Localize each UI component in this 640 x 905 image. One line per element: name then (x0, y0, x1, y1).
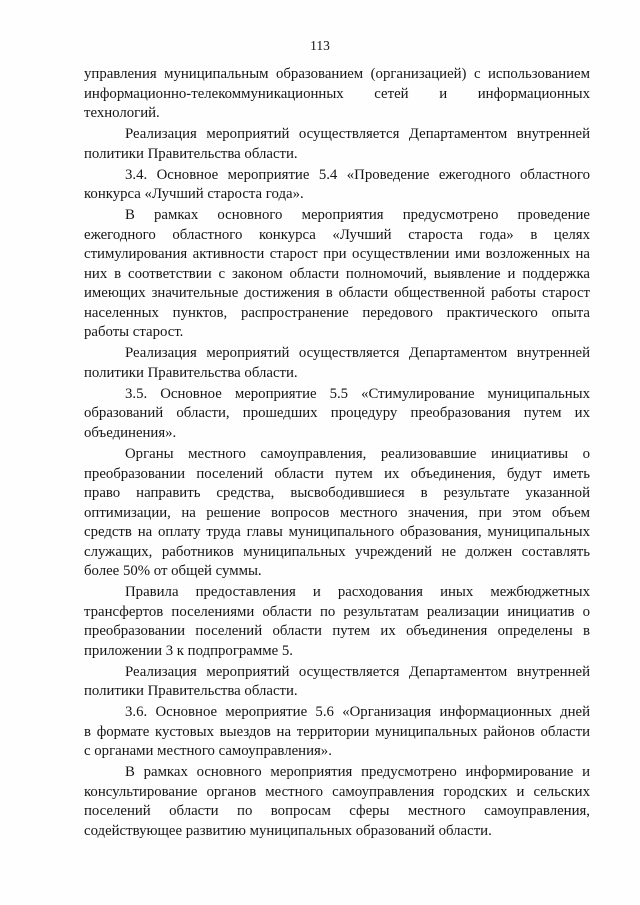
text-line: В рамках основного мероприятия предусмотрено информирование и (125, 764, 590, 781)
paragraph-implementation (84, 344, 590, 383)
text-line: информационно-телекоммуникационных сетей и информационных (84, 85, 590, 102)
text-line: конкурса «Лучший староста года». (84, 186, 304, 203)
text-line: В рамках основного мероприятия предусмотрено проведение (125, 207, 590, 224)
text-line: технологий. (84, 105, 160, 121)
text-line: Правила предоставления и расходования иных межбюджетных (125, 584, 590, 601)
text-line: трансфертов поселениями области по результатам реализации инициатив о (84, 603, 590, 620)
paragraph (84, 763, 590, 841)
text-line: Органы местного самоуправления, реализовавшие инициативы о (125, 446, 590, 463)
text-line: с органами местного самоуправления». (84, 743, 332, 760)
text-line: объединения». (84, 424, 177, 441)
text-line: управления муниципальным образованием (организацией) с использованием (84, 66, 590, 82)
text-line: Реализация мероприятий осуществляется Департаментом внутренней (125, 126, 590, 143)
text-line: 3.6. Основное мероприятие 5.6 «Организация информационных дней (125, 704, 590, 721)
text-line: право направить средства, высвободившиеся в результате указанной (84, 485, 590, 502)
text-line: образований области, прошедших процедуру преобразования путем их (84, 405, 590, 422)
body-text (84, 65, 590, 841)
paragraph (84, 583, 590, 661)
text-line: преобразовании поселений области путем их объединения определены в (84, 623, 590, 640)
paragraph (84, 445, 590, 582)
text-line: работы старост. (84, 324, 184, 341)
section-heading-3-6 (84, 703, 590, 762)
text-line: политики Правительства области. (84, 145, 298, 162)
section-heading-3-5 (84, 385, 590, 444)
paragraph-implementation (84, 663, 590, 702)
text-line: имеющих значительные достижения в области общественной работы старост (84, 285, 590, 302)
section-heading-3-4 (84, 166, 590, 205)
text-line: оптимизации, на решение вопросов местного значения, при этом объем (84, 504, 590, 521)
text-line: политики Правительства области. (84, 364, 298, 381)
text-line: приложении 3 к подпрограмме 5. (84, 642, 293, 659)
text-line: в формате кустовых выездов на территории муниципальных районов области (84, 723, 590, 740)
text-line: стимулирования активности старост при осуществлении ими возложенных на (84, 246, 590, 263)
text-line: Реализация мероприятий осуществляется Департаментом внутренней (125, 345, 590, 362)
text-line: содействующее развитию муниципальных образований области. (84, 822, 492, 839)
text-line: средств на оплату труда главы муниципального образования, муниципальных (84, 524, 590, 541)
text-line: политики Правительства области. (84, 683, 298, 700)
paragraph-implementation (84, 125, 590, 164)
text-line: населенных пунктов, распространение передового практического опыта (84, 304, 590, 321)
page-number: 113 (310, 38, 330, 53)
text-line: служащих, работников муниципальных учреждений не должен составлять (84, 543, 590, 560)
text-line: 3.5. Основное мероприятие 5.5 «Стимулирование муниципальных (125, 385, 590, 402)
text-line: ежегодного областного конкурса «Лучший староста года» в целях (84, 226, 590, 243)
paragraph (84, 206, 590, 343)
text-line: преобразовании поселений области путем их объединения, будут иметь (84, 465, 590, 482)
text-line: 3.4. Основное мероприятие 5.4 «Проведение ежегодного областного (125, 166, 590, 183)
text-line: Реализация мероприятий осуществляется Департаментом внутренней (125, 663, 590, 680)
paragraph-continuation (84, 65, 590, 124)
text-line: более 50% от общей суммы. (84, 563, 262, 580)
text-line: поселений области по вопросам сферы местного самоуправления, (84, 803, 590, 820)
text-line: них в соответствии с законом области полномочий, выявление и поддержка (84, 265, 590, 282)
text-line: консультирование органов местного самоуправления городских и сельских (84, 783, 590, 800)
